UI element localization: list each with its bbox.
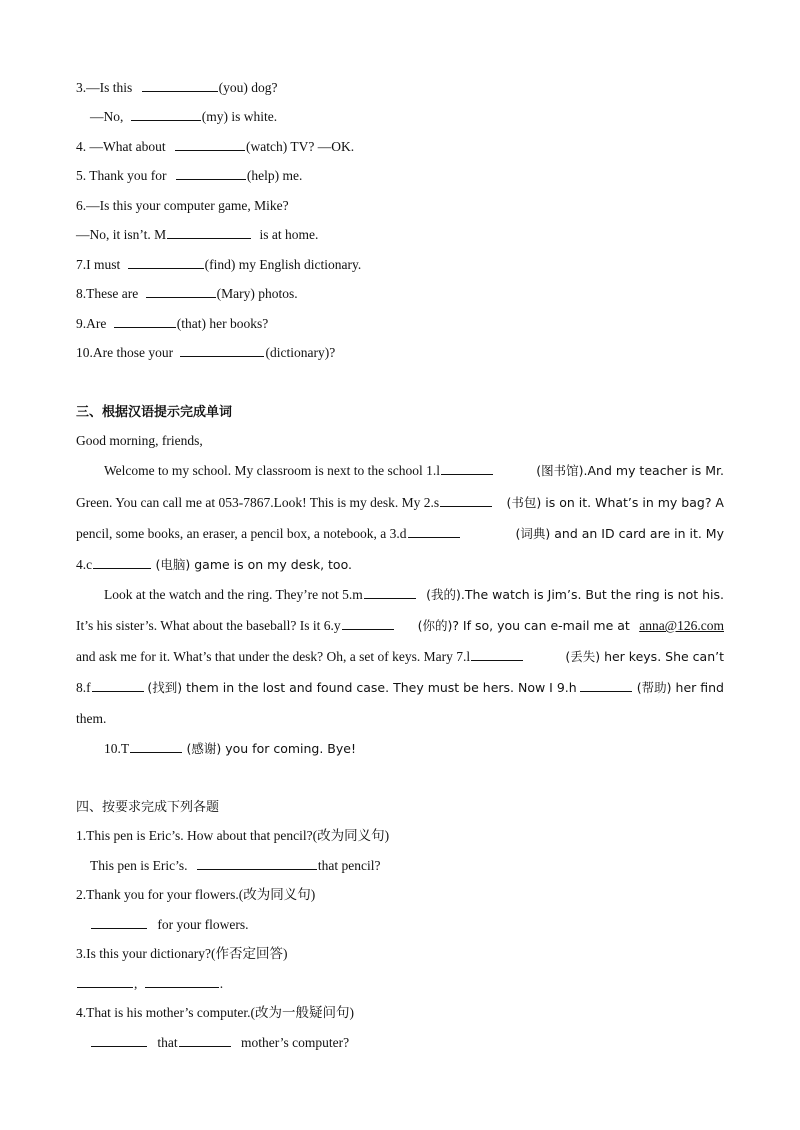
answer-blank[interactable] xyxy=(131,108,201,121)
answer-blank[interactable] xyxy=(114,315,176,328)
answer-blank[interactable] xyxy=(580,679,632,692)
answer-blank[interactable] xyxy=(145,975,219,988)
answer-line-2: for your flowers. xyxy=(90,916,800,934)
question-7: 7.I must (find) my English dictionary. xyxy=(76,257,362,272)
question-10: 10.Are those your (dictionary)? xyxy=(76,345,336,360)
section-3-heading: 三、根据汉语提示完成单词 xyxy=(76,405,233,420)
answer-blank[interactable] xyxy=(441,462,493,475)
answer-blank[interactable] xyxy=(197,857,317,870)
passage-line: Look at the watch and the ring. They’re not 5.m (我的).The watch is Jim’s. But the ring is not his. xyxy=(104,587,724,602)
answer-line-1: This pen is Eric’s. that pencil? xyxy=(90,858,381,873)
passage-line: 10.T (感谢) you for coming. Bye! xyxy=(104,741,356,756)
question-4: 4.That is his mother’s computer.(改为一般疑问句) xyxy=(76,1005,354,1020)
passage-line: Welcome to my school. My classroom is next to the school 1.l (图书馆).And my teacher is Mr. xyxy=(104,463,724,478)
answer-blank[interactable] xyxy=(91,916,147,929)
answer-blank[interactable] xyxy=(167,226,251,239)
passage-line: and ask me for it. What’s that under the desk? Oh, a set of keys. Mary 7.l (丢失) her keys. She can’t xyxy=(76,649,724,664)
passage-line: them. xyxy=(76,711,107,726)
answer-blank[interactable] xyxy=(471,648,523,661)
answer-blank[interactable] xyxy=(408,525,460,538)
answer-blank[interactable] xyxy=(142,79,218,92)
answer-blank[interactable] xyxy=(180,344,264,357)
answer-blank[interactable] xyxy=(77,975,133,988)
question-5: 5. Thank you for (help) me. xyxy=(76,168,303,183)
answer-blank[interactable] xyxy=(342,617,394,630)
question-9: 9.Are (that) her books? xyxy=(76,316,269,331)
answer-line-3: , . xyxy=(76,975,800,993)
question-1: 1.This pen is Eric’s. How about that pencil?(改为同义句) xyxy=(76,828,390,843)
answer-blank[interactable] xyxy=(92,679,144,692)
answer-blank[interactable] xyxy=(440,494,492,507)
email-link[interactable]: anna@126.com xyxy=(639,618,724,633)
answer-line-4: that mother’s computer? xyxy=(90,1034,800,1052)
question-3b: —No, (my) is white. xyxy=(90,109,278,124)
passage-line: It’s his sister’s. What about the baseball? Is it 6.y (你的)? If so, you can e-mail me at anna@126.com xyxy=(76,618,724,633)
passage-line: 4.c (电脑) game is on my desk, too. xyxy=(76,557,352,572)
question-6b: —No, it isn’t. M is at home. xyxy=(76,227,319,242)
passage-line: pencil, some books, an eraser, a pencil box, a notebook, a 3.d (词典) and an ID card are in it. My xyxy=(76,526,724,541)
question-3: 3.Is this your dictionary?(作否定回答) xyxy=(76,946,288,961)
question-4: 4. —What about (watch) TV? —OK. xyxy=(76,139,355,154)
question-8: 8.These are (Mary) photos. xyxy=(76,286,298,301)
answer-blank[interactable] xyxy=(130,740,182,753)
passage-line: 8.f (找到) them in the lost and found case. They must be hers. Now I 9.h (帮助) her find xyxy=(76,680,724,695)
greeting: Good morning, friends, xyxy=(76,433,203,448)
answer-blank[interactable] xyxy=(176,167,246,180)
answer-blank[interactable] xyxy=(128,256,204,269)
answer-blank[interactable] xyxy=(179,1034,231,1047)
answer-blank[interactable] xyxy=(93,556,151,569)
answer-blank[interactable] xyxy=(146,285,216,298)
answer-blank[interactable] xyxy=(364,586,416,599)
question-3a: 3.—Is this (you) dog? xyxy=(76,80,278,95)
answer-blank[interactable] xyxy=(91,1034,147,1047)
question-2: 2.Thank you for your flowers.(改为同义句) xyxy=(76,887,316,902)
answer-blank[interactable] xyxy=(175,138,245,151)
question-6a: 6.—Is this your computer game, Mike? xyxy=(76,198,289,213)
section-4-heading: 四、按要求完成下列各题 xyxy=(76,800,220,815)
passage-line: Green. You can call me at 053-7867.Look! This is my desk. My 2.s (书包) is on it. What’s in my bag? A xyxy=(76,495,724,510)
